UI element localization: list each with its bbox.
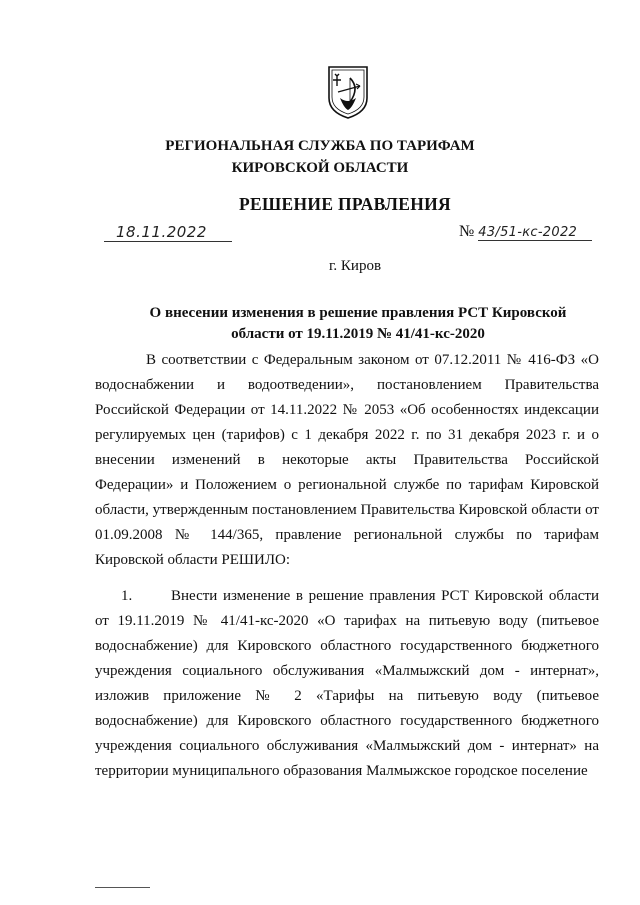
footer-divider — [95, 887, 150, 888]
organization-line-1: РЕГИОНАЛЬНАЯ СЛУЖБА ПО ТАРИФАМ — [165, 138, 475, 154]
subject-line-1: О внесении изменения в решение правления РСТ Кировской — [149, 305, 567, 321]
organization-name — [0, 135, 640, 179]
decision-subject — [148, 303, 568, 345]
decision-date: 18.11.2022 — [104, 223, 232, 242]
number-sign: № — [459, 223, 475, 240]
item-1-number: 1. — [121, 588, 133, 604]
organization-line-2: КИРОВСКОЙ ОБЛАСТИ — [231, 160, 409, 176]
subject-line-2: области от 19.11.2019 № 41/41-кс-2020 — [231, 326, 485, 342]
city-name: г. Киров — [328, 258, 382, 274]
document-type-title: РЕШЕНИЕ ПРАВЛЕНИЯ — [239, 194, 451, 214]
kirov-coat-of-arms-icon — [326, 64, 370, 120]
item-1-paragraph — [95, 584, 599, 784]
decision-number-block — [459, 223, 605, 241]
preamble-paragraph: В соответствии с Федеральным законом от 07.12.2011 № 416-ФЗ «О водоснабжении и водоотведении», постановлением Правительства Российской Федерации от 14.11.2022 № 2053 «Об особенностях индексации регулируемых цен (тарифов) с 1 декабря 2022 г. по 31 декабря 2023 г. и о внесении изменений в некоторые акты Правительства Российской Федерации» и Положением о региональной службе по тарифам Кировской области, утвержденным постановлением Правительства Кировской области от 01.09.2008 № 144/365, правление региональной службы по тарифам Кировской области РЕШИЛО: — [95, 352, 599, 568]
decision-number: 43/51-кс-2022 — [478, 225, 592, 241]
item-1-text: Внести изменение в решение правления РСТ Кировской области от 19.11.2019 № 41/41-кс-2020 «О тарифах на питьевую воду (питьевое водоснабжение) для Кировского областного государственного бюджетного учреждения социального обслуживания «Малмыжский дом - интернат», изложив приложение № 2 «Тарифы на питьевую воду (питьевое водоснабжение) для Кировского областного государственного бюджетного учреждения социального обслуживания «Малмыжский дом - интернат» на территории муниципального образования Малмыжское городское поселение — [95, 588, 599, 779]
